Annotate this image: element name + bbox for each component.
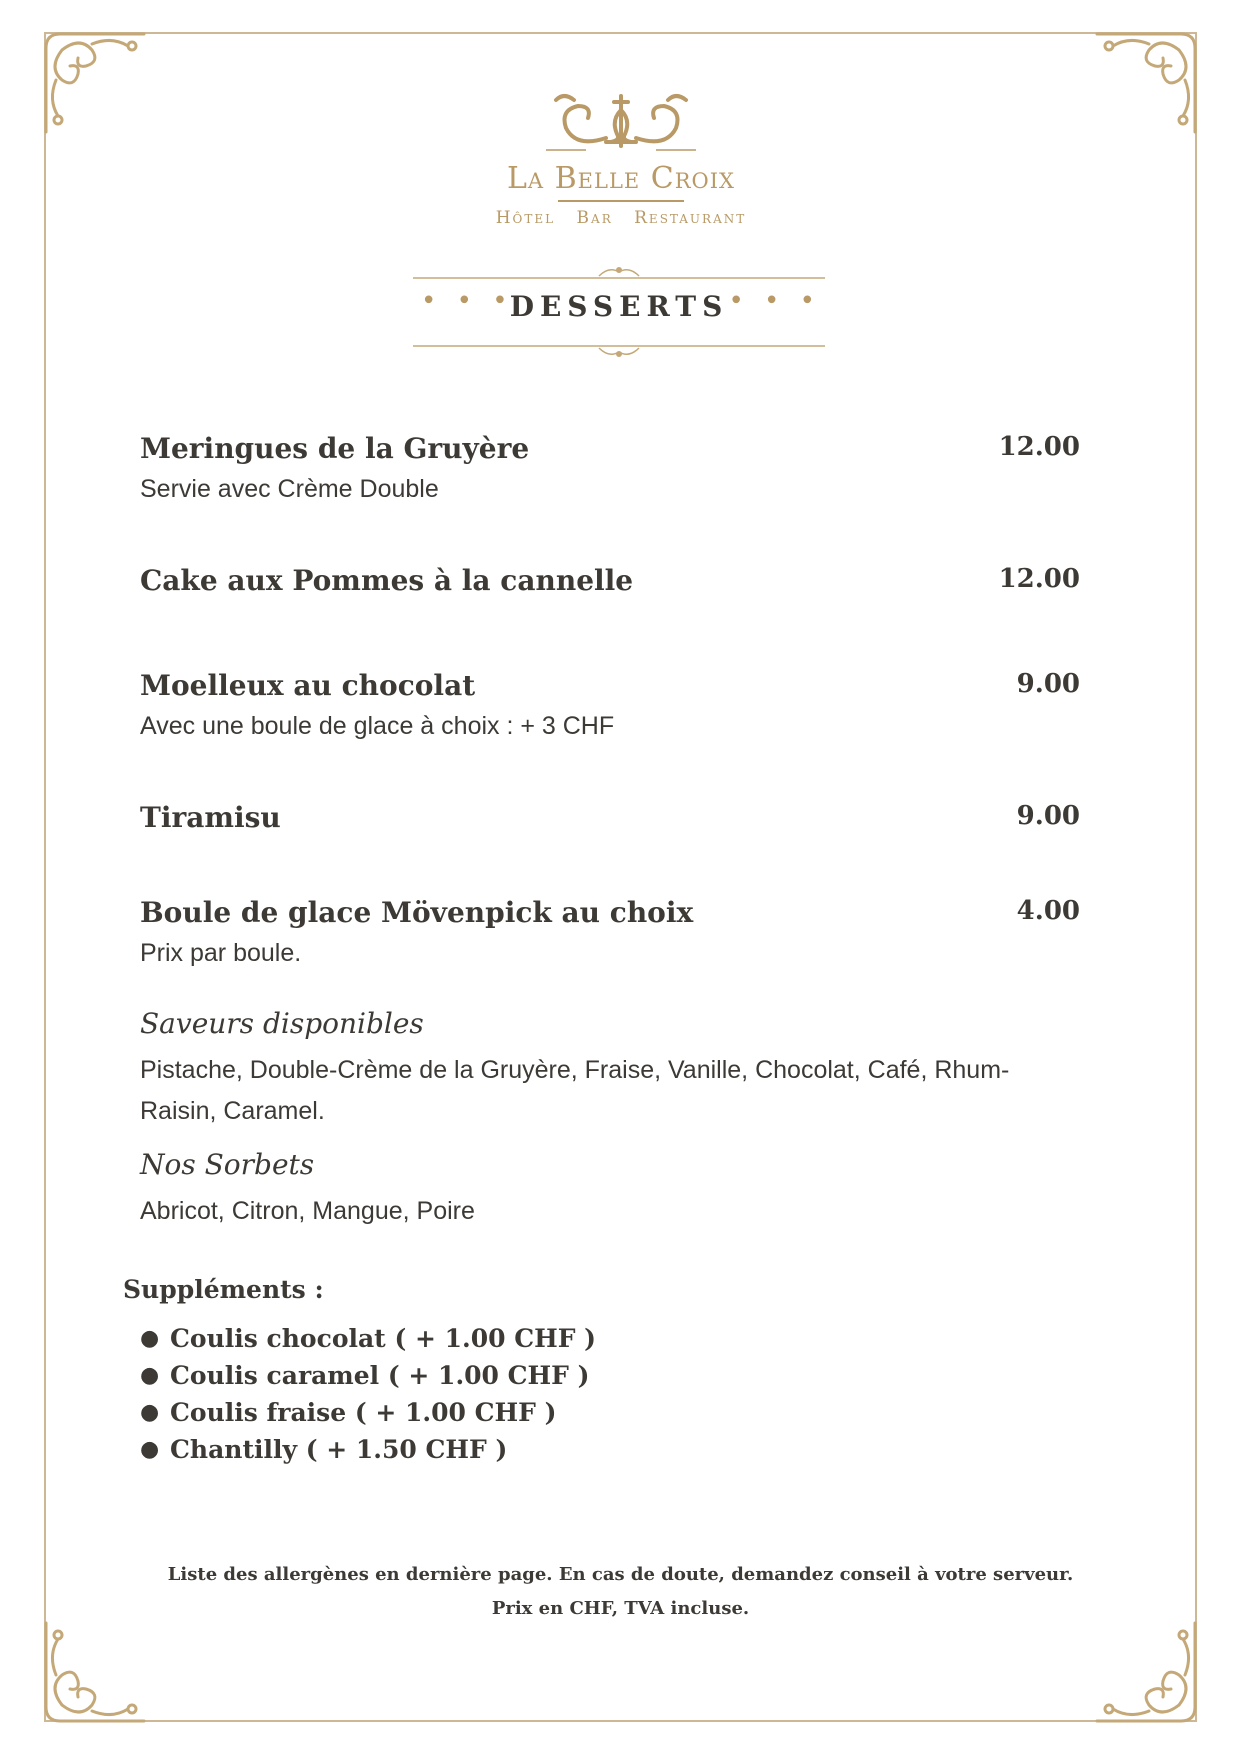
supplement-label: Coulis chocolat ( + 1.00 CHF ) xyxy=(170,1324,597,1353)
section-title: DESSERTS xyxy=(509,290,729,323)
item-price: 12.00 xyxy=(998,432,1080,462)
menu-item xyxy=(140,432,1080,504)
section-banner xyxy=(413,262,825,358)
menu-item xyxy=(140,801,1080,834)
supplements-list xyxy=(140,1320,596,1468)
brand-divider xyxy=(558,200,684,202)
brand-name: La Belle Croix xyxy=(507,161,735,196)
price-note: Prix en CHF, TVA incluse. xyxy=(491,1598,750,1619)
menu-item xyxy=(140,564,1080,597)
item-name: Cake aux Pommes à la cannelle xyxy=(140,564,634,597)
corner-ornament-icon xyxy=(40,28,148,136)
supplements-heading: Suppléments : xyxy=(123,1275,324,1304)
item-price: 12.00 xyxy=(998,564,1080,594)
bullet-icon: ● xyxy=(140,1325,160,1351)
corner-ornament-icon xyxy=(40,1619,148,1727)
item-name: Meringues de la Gruyère xyxy=(140,432,530,465)
list-item xyxy=(140,1394,596,1431)
sorbets-heading: Nos Sorbets xyxy=(140,1148,315,1181)
allergen-note: Liste des allergènes en dernière page. En cas de doute, demandez conseil à votre serveur. xyxy=(167,1564,1074,1585)
supplement-label: Coulis caramel ( + 1.00 CHF ) xyxy=(170,1361,590,1390)
bullet-icon: ● xyxy=(140,1362,160,1388)
item-description: Avec une boule de glace à choix : + 3 CHF xyxy=(140,712,615,740)
decorative-dots: • • • xyxy=(728,286,821,316)
item-price: 9.00 xyxy=(1016,669,1080,699)
sorbets-list: Abricot, Citron, Mangue, Poire xyxy=(140,1197,475,1225)
brand-subtitle: Hôtel Bar Restaurant xyxy=(495,208,747,228)
item-name: Boule de glace Mövenpick au choix xyxy=(140,896,694,929)
bullet-icon: ● xyxy=(140,1399,160,1425)
supplement-label: Coulis fraise ( + 1.00 CHF ) xyxy=(170,1398,557,1427)
flavours-list: Pistache, Double-Crème de la Gruyère, Fraise, Vanille, Chocolat, Café, Rhum-Raisin, Caramel. xyxy=(140,1056,1010,1125)
bullet-icon: ● xyxy=(140,1436,160,1462)
list-item xyxy=(140,1357,596,1394)
item-description: Prix par boule. xyxy=(140,939,302,967)
list-item xyxy=(140,1431,596,1468)
brand-logo xyxy=(486,86,756,236)
item-price: 9.00 xyxy=(1016,801,1080,831)
item-description: Servie avec Crème Double xyxy=(140,475,439,503)
supplement-label: Chantilly ( + 1.50 CHF ) xyxy=(170,1435,508,1464)
item-price: 4.00 xyxy=(1016,896,1080,926)
corner-ornament-icon xyxy=(1093,28,1201,136)
list-item xyxy=(140,1320,596,1357)
fleur-de-lis-icon xyxy=(546,86,696,156)
item-name: Moelleux au chocolat xyxy=(140,669,476,702)
corner-ornament-icon xyxy=(1093,1619,1201,1727)
decorative-dots: • • • xyxy=(421,286,514,316)
menu-item xyxy=(140,896,1080,968)
menu-item xyxy=(140,669,1080,741)
flavours-heading: Saveurs disponibles xyxy=(140,1007,424,1040)
item-name: Tiramisu xyxy=(140,801,281,834)
